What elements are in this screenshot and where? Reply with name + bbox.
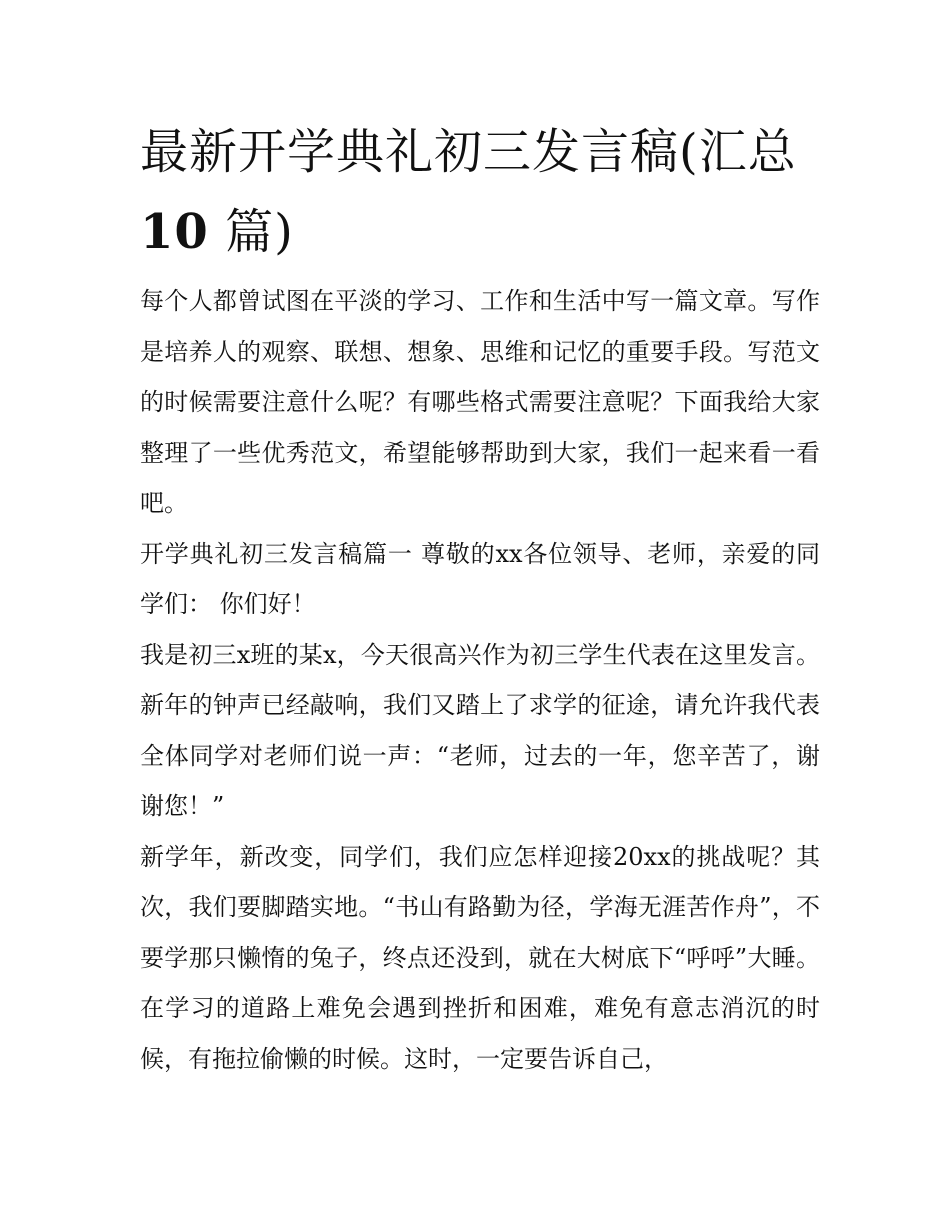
- paragraph-greeting: 开学典礼初三发言稿篇一 尊敬的xx各位领导、老师，亲爱的同学们： 你们好！: [140, 539, 820, 618]
- paragraph-new-year: 新学年，新改变，同学们，我们应怎样迎接20xx的挑战呢？其次，我们要脚踏实地。“书山有路勤为径，学海无涯苦作舟”，不要学那只懒惰的兔子，终点还没到，就在大树底下“呼呼”大睡。在学习的道路上难免会遇到挫折和困难，难免有意志消沉的时候，有拖拉偷懒的时候。这时，一定要告诉自己，: [140, 842, 820, 1073]
- paragraph-intro: 每个人都曾试图在平淡的学习、工作和生活中写一篇文章。写作是培养人的观察、联想、想象、思维和记忆的重要手段。写范文的时候需要注意什么呢？有哪些格式需要注意呢？下面我给大家整理了一些优秀范文，希望能够帮助到大家，我们一起来看一看吧。: [140, 287, 820, 517]
- document-title: [140, 112, 820, 272]
- title-text: 最新开学典礼初三发言稿(汇总: [140, 124, 797, 180]
- paragraph-self-intro: 我是初三x班的某x，今天很高兴作为初三学生代表在这里发言。新年的钟声已经敲响，我们又踏上了求学的征途，请允许我代表全体同学对老师们说一声：“老师，过去的一年，您辛苦了，谢谢您！”: [140, 640, 820, 820]
- title-tail: 篇): [225, 204, 294, 260]
- title-number: 10: [140, 204, 209, 260]
- document-body: [140, 276, 820, 1084]
